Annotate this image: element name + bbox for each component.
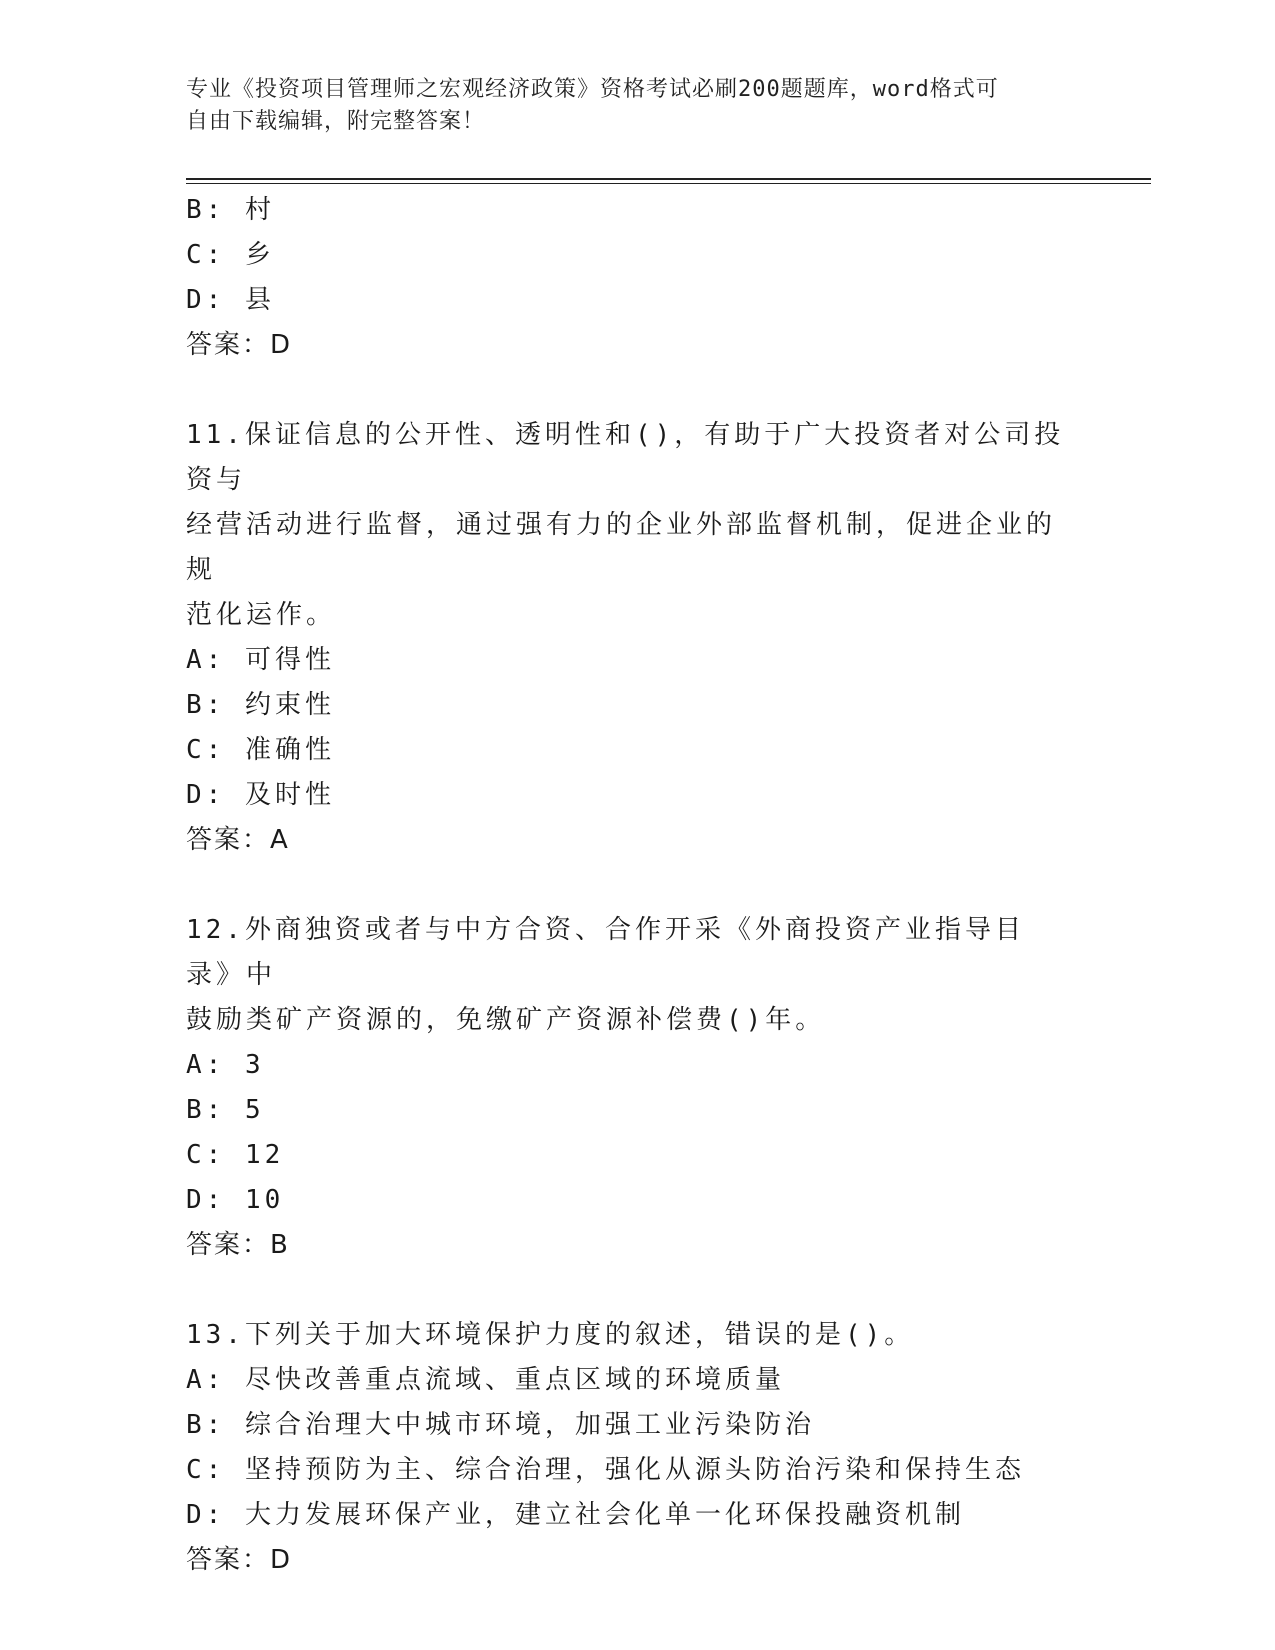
answer-line: 答案：B bbox=[186, 1230, 290, 1260]
option-c bbox=[186, 728, 1086, 773]
option-label: B: bbox=[186, 195, 226, 225]
option-label: A: bbox=[186, 645, 226, 675]
header-rule-thin bbox=[186, 183, 1151, 184]
option-c bbox=[186, 1133, 1086, 1178]
stem-line: 经营活动进行监督，通过强有力的企业外部监督机制，促进企业的规 bbox=[186, 510, 1057, 585]
option-label: D: bbox=[186, 1500, 226, 1530]
spacer bbox=[186, 863, 1086, 908]
option-text: 10 bbox=[244, 1185, 285, 1215]
option-text: 5 bbox=[244, 1095, 265, 1125]
header-line-2: 自由下载编辑，附完整答案！ bbox=[186, 109, 486, 134]
option-a bbox=[186, 638, 1086, 683]
question-11 bbox=[186, 413, 1086, 863]
option-label: D: bbox=[186, 1185, 226, 1215]
option-text: 12 bbox=[244, 1140, 285, 1170]
spacer bbox=[186, 1268, 1086, 1313]
option-c bbox=[186, 233, 1086, 278]
question-list bbox=[186, 188, 1086, 1583]
option-label: B: bbox=[186, 1095, 226, 1125]
stem-line: 11.保证信息的公开性、透明性和()，有助于广大投资者对公司投资与 bbox=[186, 420, 1065, 495]
option-d bbox=[186, 1178, 1086, 1223]
question-13 bbox=[186, 1313, 1086, 1583]
option-text: 可得性 bbox=[244, 645, 335, 675]
header-line-1: 专业《投资项目管理师之宏观经济政策》资格考试必刷200题题库，word格式可 bbox=[186, 77, 999, 102]
question-stem bbox=[186, 1313, 1066, 1358]
answer-line: 答案：D bbox=[186, 1545, 293, 1575]
question-stem bbox=[186, 908, 1066, 1043]
option-a bbox=[186, 1358, 1086, 1403]
option-text: 乡 bbox=[244, 240, 275, 270]
option-label: A: bbox=[186, 1050, 226, 1080]
prev-question-block bbox=[186, 188, 1086, 368]
option-label: D: bbox=[186, 285, 226, 315]
option-text: 大力发展环保产业，建立社会化单一化环保投融资机制 bbox=[244, 1500, 965, 1530]
option-b bbox=[186, 1088, 1086, 1133]
spacer bbox=[186, 368, 1086, 413]
option-text: 及时性 bbox=[244, 780, 335, 810]
option-text: 坚持预防为主、综合治理，强化从源头防治污染和保持生态 bbox=[244, 1455, 1025, 1485]
option-label: B: bbox=[186, 1410, 226, 1440]
question-stem bbox=[186, 413, 1066, 638]
stem-line: 范化运作。 bbox=[186, 600, 337, 630]
option-label: A: bbox=[186, 1365, 226, 1395]
option-text: 3 bbox=[244, 1050, 265, 1080]
option-b bbox=[186, 188, 1086, 233]
option-text: 村 bbox=[244, 195, 275, 225]
answer-line: 答案：D bbox=[186, 330, 293, 360]
question-12 bbox=[186, 908, 1086, 1268]
option-text: 准确性 bbox=[244, 735, 335, 765]
option-b bbox=[186, 1403, 1086, 1448]
stem-line: 13.下列关于加大环境保护力度的叙述，错误的是()。 bbox=[186, 1320, 915, 1350]
stem-line: 12.外商独资或者与中方合资、合作开采《外商投资产业指导目录》中 bbox=[186, 915, 1025, 990]
option-label: D: bbox=[186, 780, 226, 810]
option-label: C: bbox=[186, 735, 226, 765]
option-d bbox=[186, 278, 1086, 323]
option-text: 尽快改善重点流域、重点区域的环境质量 bbox=[244, 1365, 785, 1395]
option-a bbox=[186, 1043, 1086, 1088]
option-d bbox=[186, 773, 1086, 818]
option-text: 县 bbox=[244, 285, 275, 315]
option-label: C: bbox=[186, 1455, 226, 1485]
option-label: B: bbox=[186, 690, 226, 720]
option-text: 综合治理大中城市环境，加强工业污染防治 bbox=[244, 1410, 815, 1440]
option-label: C: bbox=[186, 240, 226, 270]
option-label: C: bbox=[186, 1140, 226, 1170]
option-d bbox=[186, 1493, 1086, 1538]
option-b bbox=[186, 683, 1086, 728]
option-c bbox=[186, 1448, 1086, 1493]
answer-line: 答案：A bbox=[186, 825, 290, 855]
option-text: 约束性 bbox=[244, 690, 335, 720]
document-header bbox=[186, 74, 1066, 138]
stem-line: 鼓励类矿产资源的，免缴矿产资源补偿费()年。 bbox=[186, 1005, 826, 1035]
header-rule-thick bbox=[186, 178, 1151, 180]
